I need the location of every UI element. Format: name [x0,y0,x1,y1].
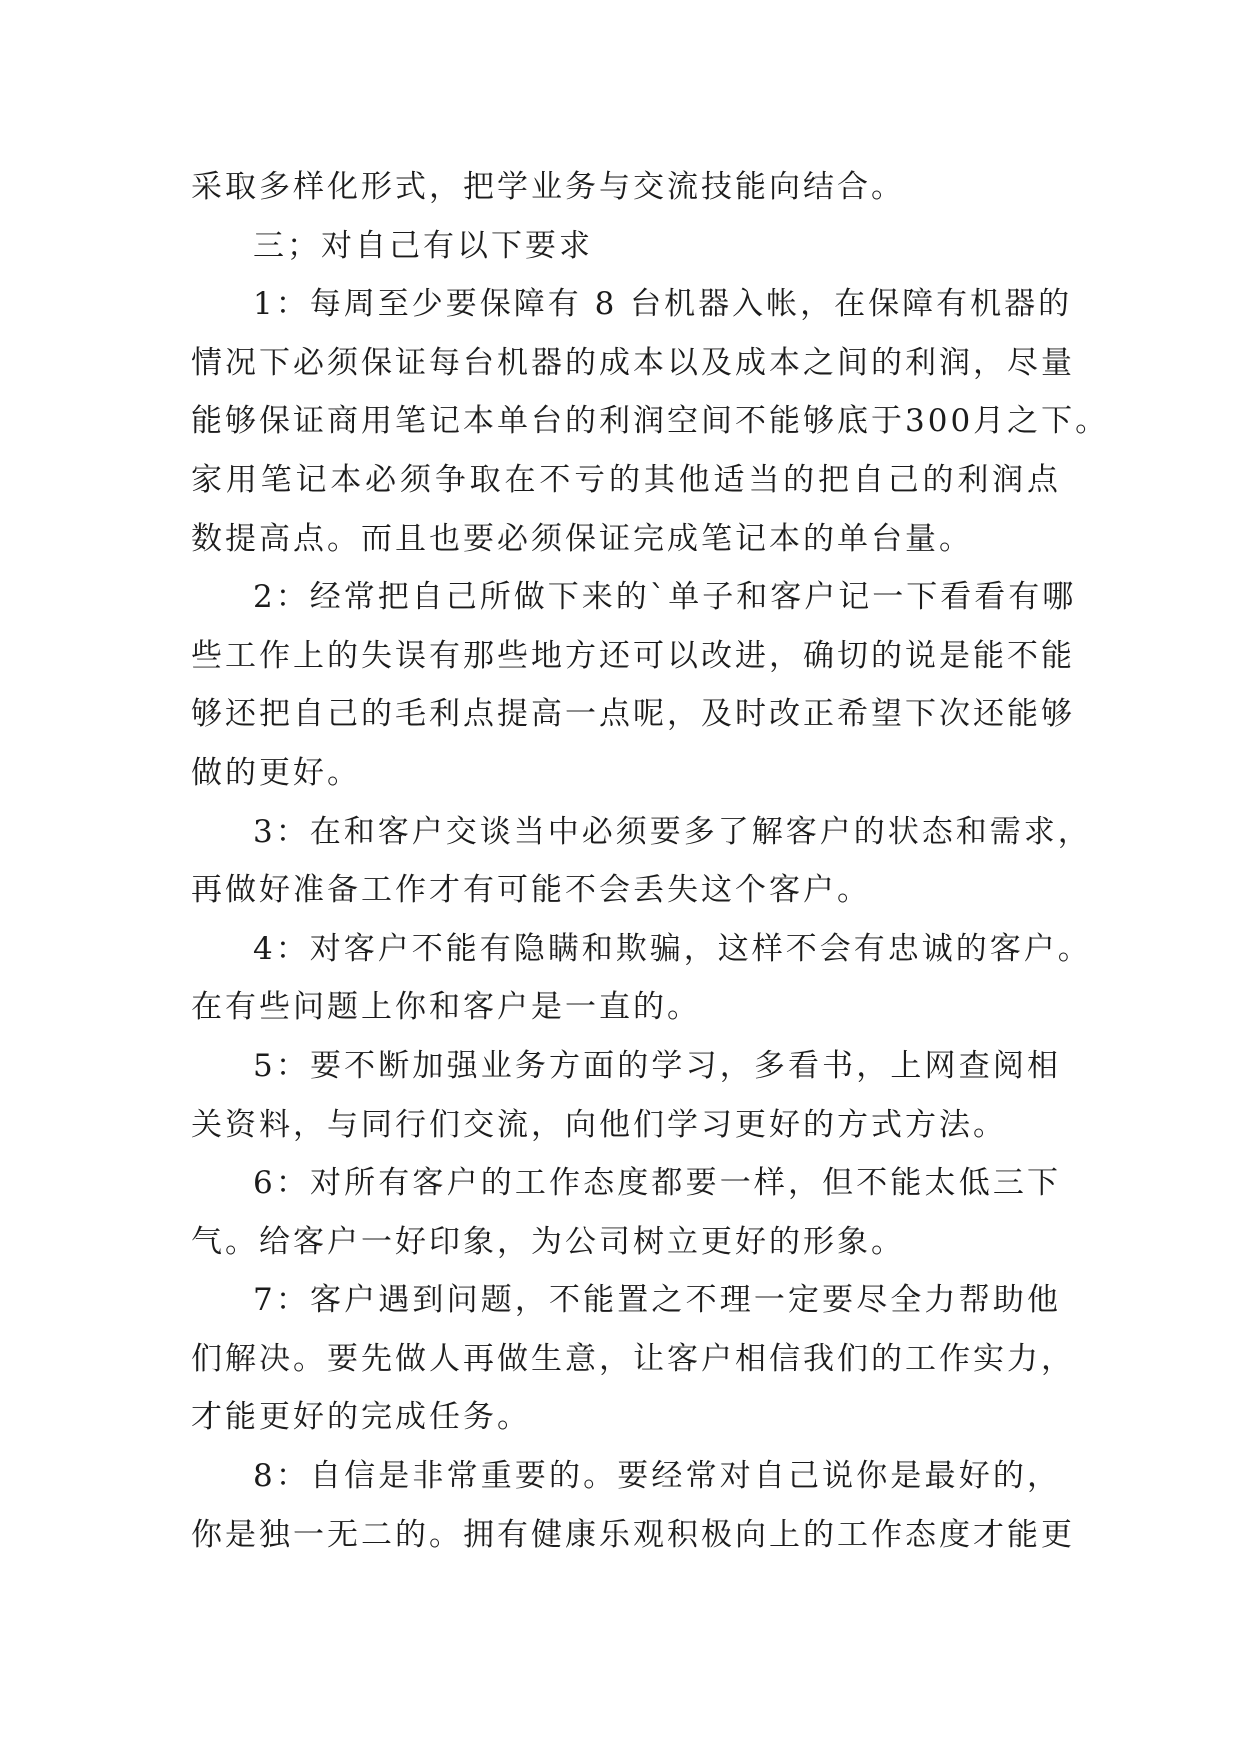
document-body [191,158,1110,1564]
text-line: 5：要不断加强业务方面的学习，多看书，上网查阅相 [253,1047,1061,1084]
text-line: 3：在和客户交谈当中必须要多了解客户的状态和需求， [253,813,1092,850]
section-heading: 三；对自己有以下要求 [253,227,593,264]
text-line: 够还把自己的毛利点提高一点呢，及时改正希望下次还能够 [191,696,1075,733]
text-line: 家用笔记本必须争取在不亏的其他适当的把自己的利润点 [191,461,1061,498]
text-line: 数提高点。而且也要必须保证完成笔记本的单台量。 [191,520,973,557]
text-line: 6：对所有客户的工作态度都要一样，但不能太低三下 [253,1165,1061,1202]
text-line: 关资料，与同行们交流，向他们学习更好的方式方法。 [191,1106,1007,1143]
text-line: 采取多样化形式，把学业务与交流技能向结合。 [191,169,905,205]
text-line: 做的更好。 [191,754,361,791]
text-line: 气。给客户一好印象，为公司树立更好的形象。 [191,1223,905,1260]
text-line: 1：每周至少要保障有 8 台机器入帐，在保障有机器的 [253,286,1073,323]
text-line: 4：对客户不能有隐瞒和欺骗，这样不会有忠诚的客户。 [253,930,1092,967]
text-line: 能够保证商用笔记本单台的利润空间不能够底于300月之下。 [191,403,1110,440]
text-line: 在有些问题上你和客户是一直的。 [191,989,701,1026]
text-line: 情况下必须保证每台机器的成本以及成本之间的利润，尽量 [191,344,1075,381]
text-line: 8：自信是非常重要的。要经常对自己说你是最好的， [253,1458,1061,1495]
text-line: 才能更好的完成任务。 [191,1399,531,1436]
text-line: 你是独一无二的。拥有健康乐观积极向上的工作态度才能更 [191,1516,1075,1553]
text-line: 再做好准备工作才有可能不会丢失这个客户。 [191,872,871,909]
text-line: 7：客户遇到问题，不能置之不理一定要尽全力帮助他 [253,1282,1061,1319]
text-line: 们解决。要先做人再做生意，让客户相信我们的工作实力， [191,1340,1075,1377]
text-line: 2：经常把自己所做下来的`单子和客户记一下看看有哪 [253,579,1077,616]
text-line: 些工作上的失误有那些地方还可以改进，确切的说是能不能 [191,637,1075,674]
